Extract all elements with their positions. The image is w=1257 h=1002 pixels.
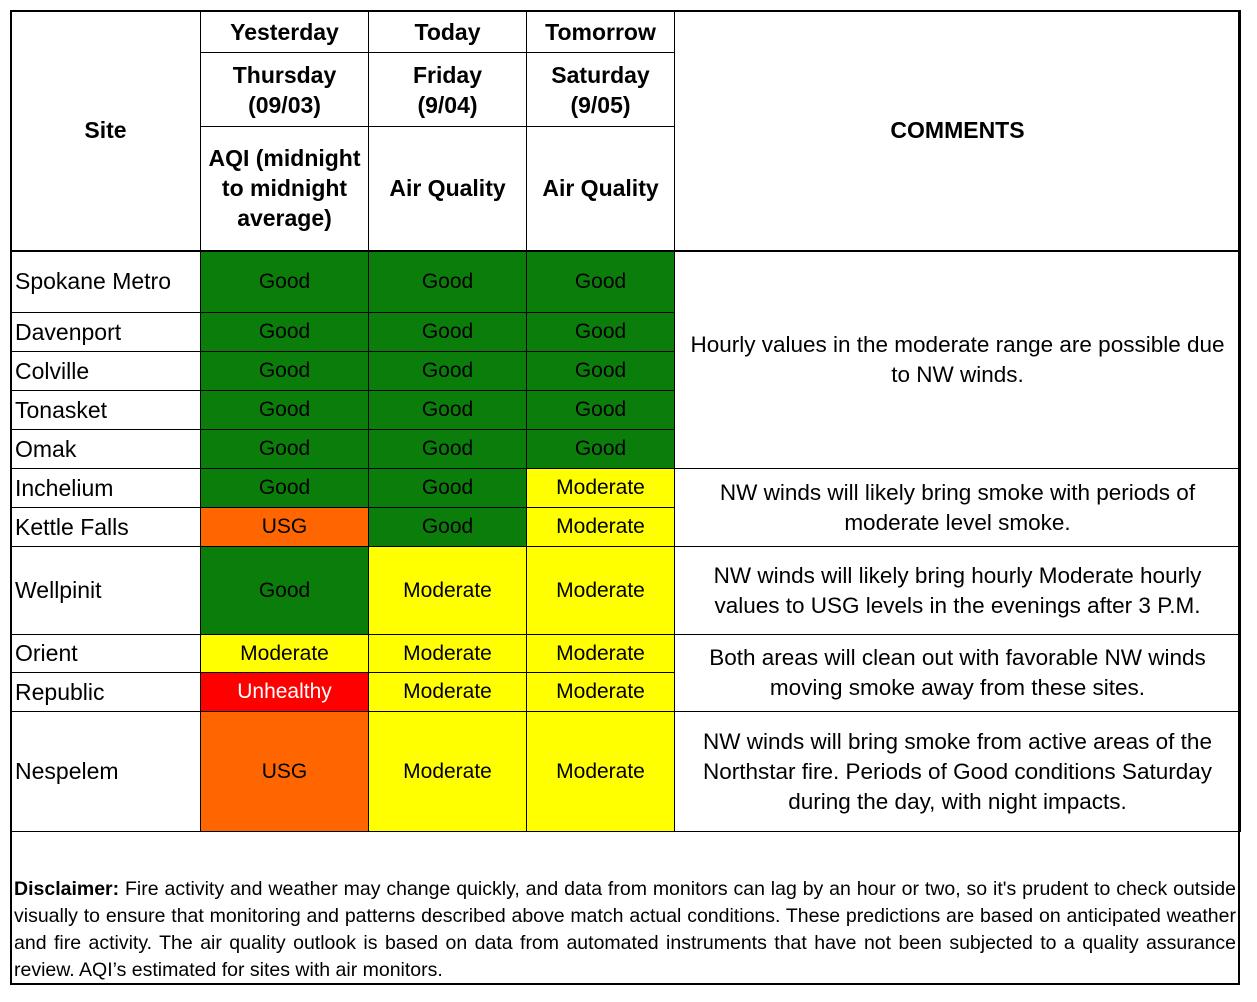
saturday-date: (9/05) <box>570 91 631 118</box>
site-name: Republic <box>11 673 201 712</box>
aq-cell: Good <box>201 391 369 430</box>
site-name: Nespelem <box>11 712 201 832</box>
site-header: Site <box>11 11 201 251</box>
aq-cell: Moderate <box>527 547 675 635</box>
saturday-metric-header: Air Quality <box>527 127 675 251</box>
aq-cell: Moderate <box>527 712 675 832</box>
table-row <box>11 712 1241 832</box>
aq-cell: Good <box>201 430 369 469</box>
site-name: Inchelium <box>11 469 201 508</box>
comment-cell: NW winds will likely bring smoke with periods of moderate level smoke. <box>675 469 1241 547</box>
disclaimer-text: Fire activity and weather may change quickly, and data from monitors can lag by an hour or two, so it's prudent to check outside visually to ensure that monitoring and patterns described above match actual conditions. These predictions are based on anticipated weather and fire activity. The air quality outlook is based on data from automated instruments that have not been subjected to a quality assurance review. AQI’s estimated for sites with air monitors. <box>14 878 1236 981</box>
yesterday-header: Yesterday <box>201 11 369 53</box>
aq-cell: Good <box>201 352 369 391</box>
thursday-header <box>201 53 369 127</box>
aq-cell: Moderate <box>369 547 527 635</box>
aq-cell: Moderate <box>369 673 527 712</box>
aq-cell: Good <box>201 547 369 635</box>
aq-cell: USG <box>201 712 369 832</box>
comment-cell: Hourly values in the moderate range are possible due to NW winds. <box>675 251 1241 469</box>
thursday-date: (09/03) <box>248 91 321 118</box>
tomorrow-header: Tomorrow <box>527 11 675 53</box>
disclaimer <box>14 876 1236 984</box>
table-row <box>11 635 1241 673</box>
table-row <box>11 469 1241 508</box>
table-row <box>11 547 1241 635</box>
aq-cell: Good <box>527 352 675 391</box>
comment-cell: Both areas will clean out with favorable NW winds moving smoke away from these sites. <box>675 635 1241 712</box>
aq-cell: Good <box>369 469 527 508</box>
aq-cell: Moderate <box>527 469 675 508</box>
comments-header: COMMENTS <box>675 11 1241 251</box>
aq-cell: Moderate <box>527 635 675 673</box>
site-name: Omak <box>11 430 201 469</box>
friday-name: Friday <box>412 61 483 88</box>
friday-metric-header: Air Quality <box>369 127 527 251</box>
site-name: Colville <box>11 352 201 391</box>
site-name: Davenport <box>11 313 201 352</box>
air-quality-table <box>10 10 1241 832</box>
thursday-name: Thursday <box>232 61 337 88</box>
aq-cell: USG <box>201 508 369 547</box>
comment-cell: NW winds will likely bring hourly Moderate hourly values to USG levels in the evenings after 3 P.M. <box>675 547 1241 635</box>
aq-cell: Good <box>369 430 527 469</box>
friday-header <box>369 53 527 127</box>
site-name: Kettle Falls <box>11 508 201 547</box>
friday-date: (9/04) <box>417 91 478 118</box>
aq-cell: Moderate <box>527 673 675 712</box>
aq-cell: Good <box>369 251 527 313</box>
today-header: Today <box>369 11 527 53</box>
comment-cell: NW winds will bring smoke from active areas of the Northstar fire. Periods of Good conditions Saturday during the day, with night impacts. <box>675 712 1241 832</box>
site-name: Spokane Metro <box>11 251 201 313</box>
saturday-name: Saturday <box>551 61 650 88</box>
site-name: Wellpinit <box>11 547 201 635</box>
saturday-header <box>527 53 675 127</box>
aq-cell: Good <box>527 391 675 430</box>
aq-cell: Good <box>527 430 675 469</box>
aqi-metric-header: AQI (midnight to midnight average) <box>201 127 369 251</box>
aq-cell: Good <box>201 313 369 352</box>
aq-cell: Good <box>201 469 369 508</box>
aq-cell: Good <box>527 313 675 352</box>
aq-cell: Moderate <box>369 635 527 673</box>
disclaimer-label: Disclaimer: <box>14 878 120 900</box>
site-name: Tonasket <box>11 391 201 430</box>
site-name: Orient <box>11 635 201 673</box>
aq-cell: Moderate <box>527 508 675 547</box>
aq-cell: Moderate <box>201 635 369 673</box>
aq-cell: Good <box>201 251 369 313</box>
aq-cell: Good <box>369 391 527 430</box>
aq-cell: Moderate <box>369 712 527 832</box>
table-row <box>11 251 1241 313</box>
aq-cell: Good <box>527 251 675 313</box>
aq-cell: Unhealthy <box>201 673 369 712</box>
aq-cell: Good <box>369 508 527 547</box>
aq-cell: Good <box>369 313 527 352</box>
aq-cell: Good <box>369 352 527 391</box>
